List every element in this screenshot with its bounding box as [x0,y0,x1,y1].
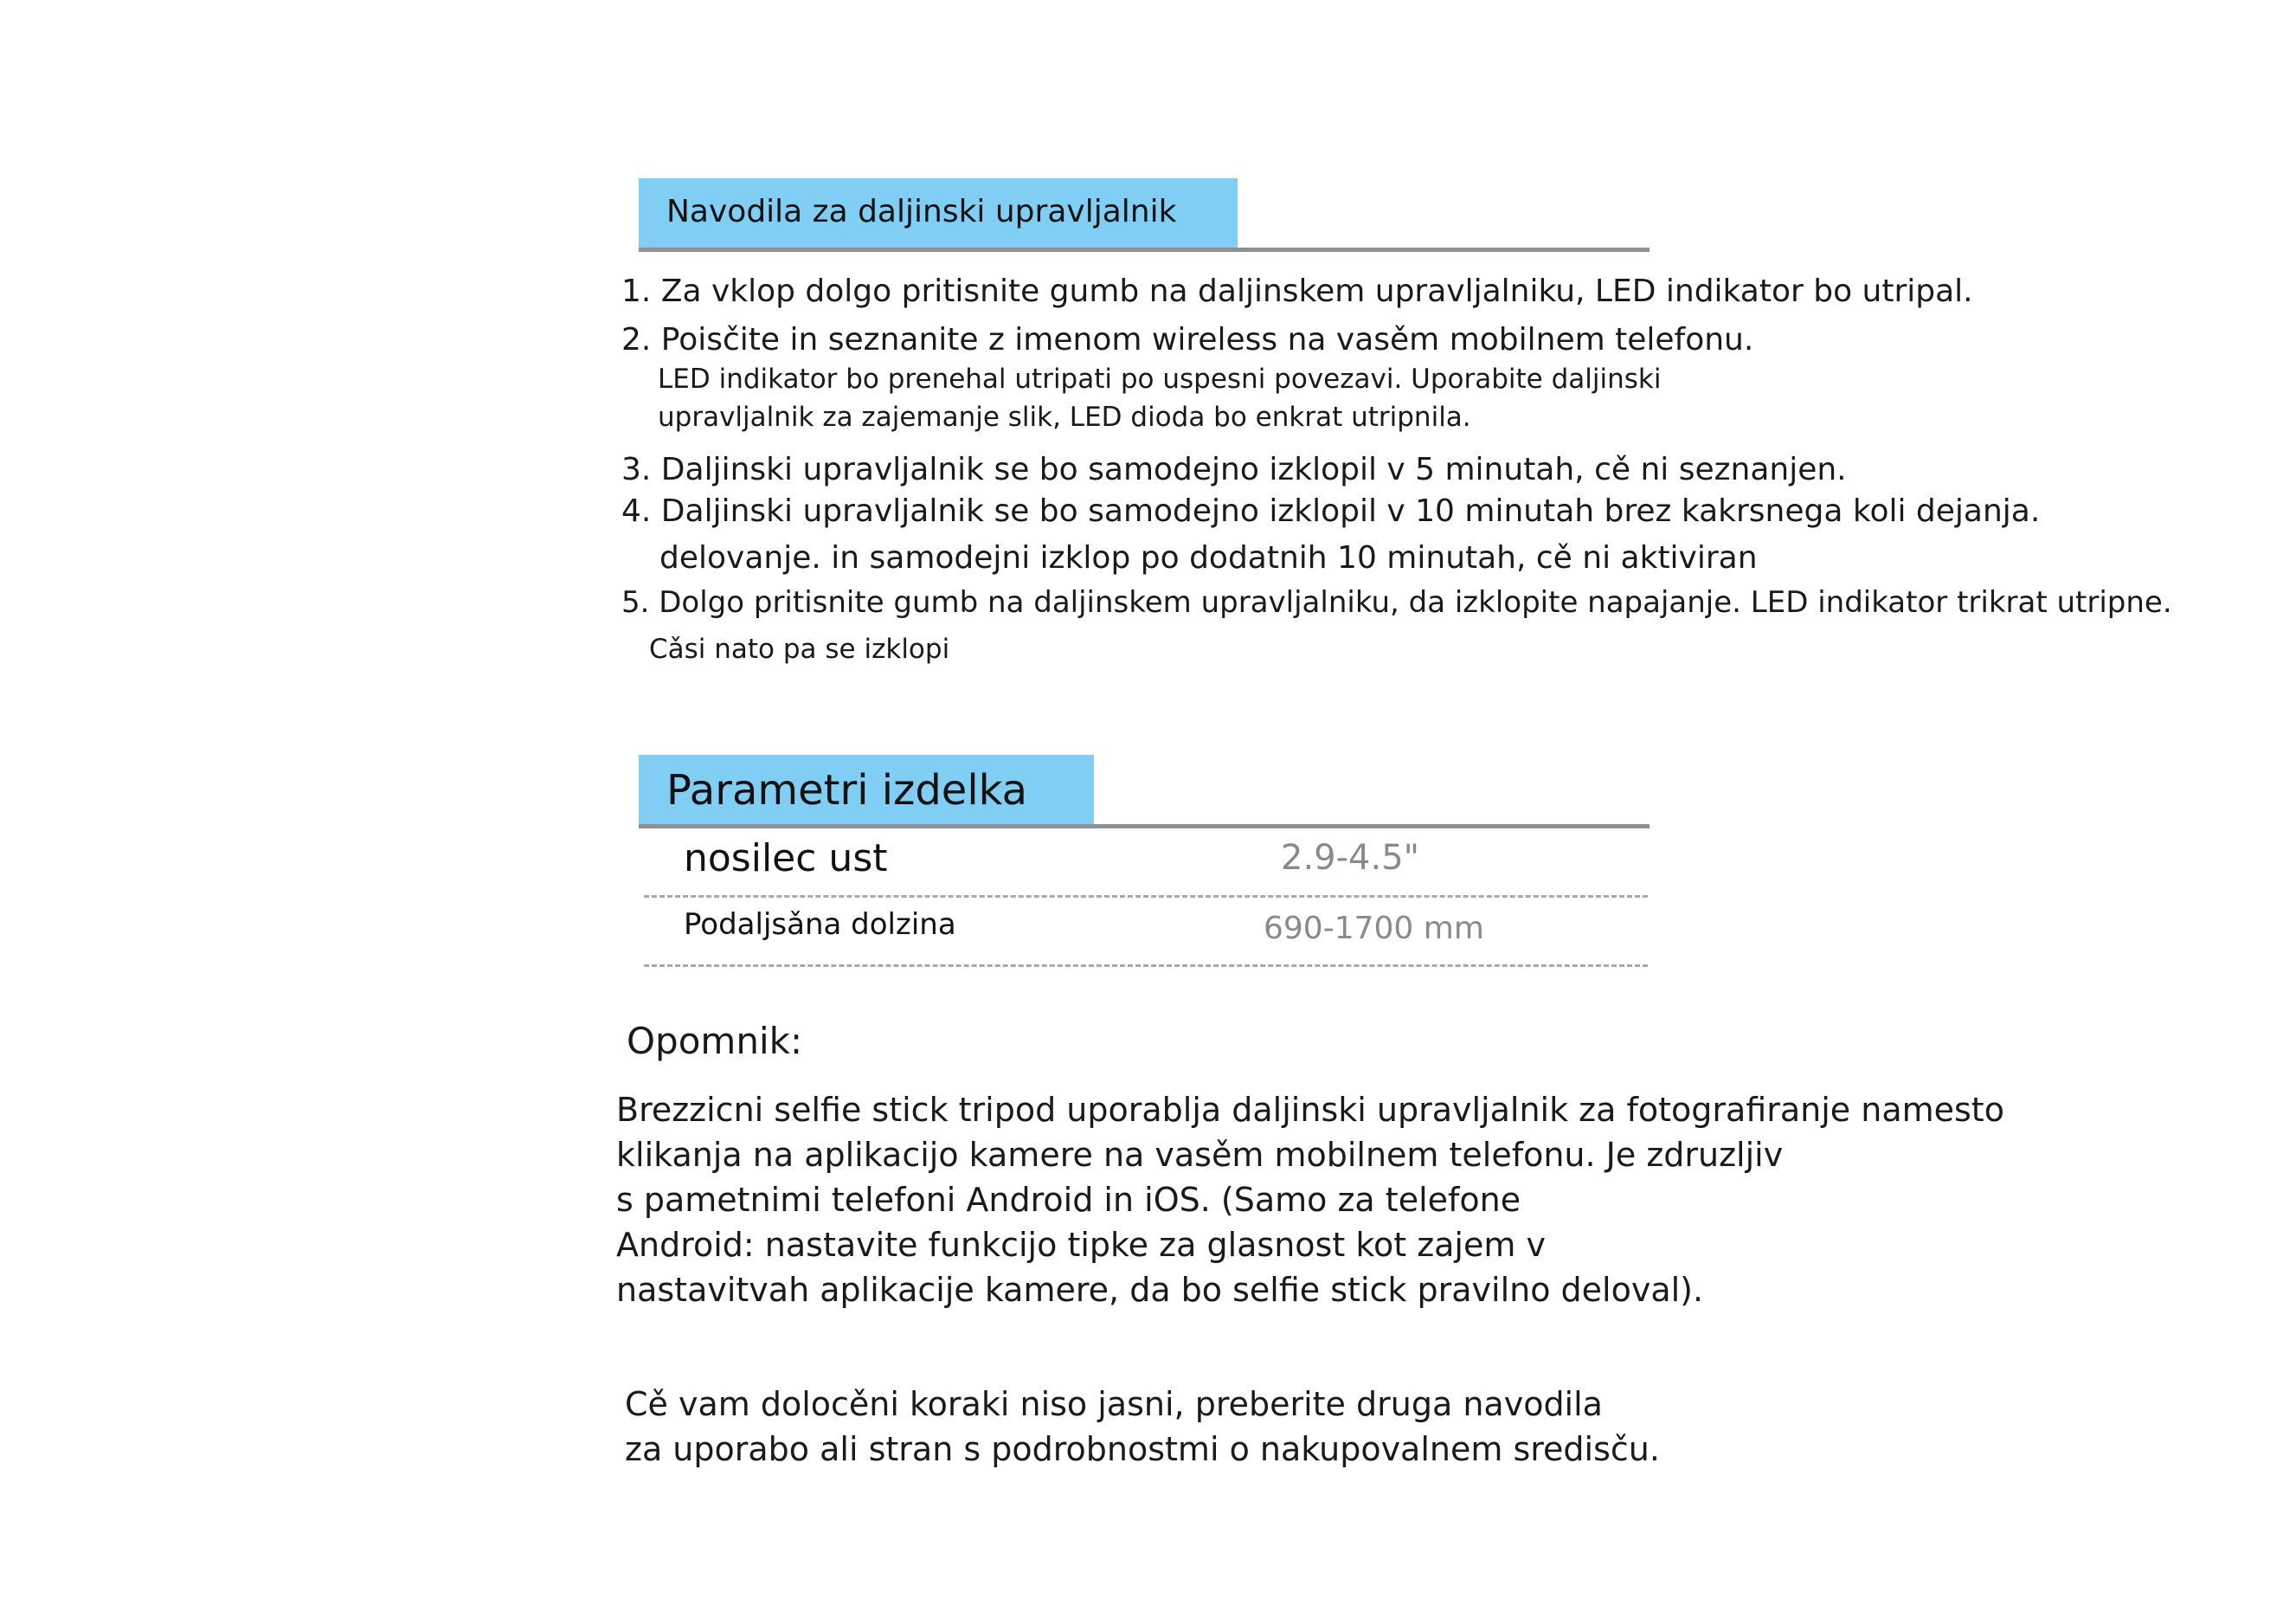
note-paragraph-line: s pametnimi telefoni Android in iOS. (Samo za telefone [616,1181,1521,1219]
param-label-extended-length: Podaljsǎna dolzina [684,907,956,942]
step-3: 3. Daljinski upravljalnik se bo samodejno izklopil v 5 minutah, cě ni seznanjen. [621,452,1847,487]
param-value-mouth-holder: 2.9-4.5" [1281,838,1420,878]
note-paragraph-line: klikanja na aplikacijo kamere na vasěm mobilnem telefonu. Je zdruzljiv [616,1136,1784,1174]
step-5-continuation: Cǎsi nato pa se izklopi [649,634,950,665]
step-2-detail-line-2: upravljalnik za zajemanje slik, LED dioda bo enkrat utripnila. [658,402,1471,433]
step-1: 1. Za vklop dolgo pritisnite gumb na daljinskem upravljalniku, LED indikator bo utripal. [621,274,1973,309]
closing-line: Cě vam dolocěni koraki niso jasni, preberite druga navodila [625,1385,1603,1423]
params-header-rule [639,824,1650,828]
param-row-divider [644,964,1648,967]
remote-section-title: Navodila za daljinski upravljalnik [666,194,1177,229]
note-paragraph-line: Android: nastavite funkcijo tipke za glasnost kot zajem v [616,1226,1546,1264]
note-title: Opomnik: [627,1020,803,1062]
closing-line: za uporabo ali stran s podrobnostmi o nakupovalnem sredisču. [625,1430,1660,1468]
remote-header-rule [639,248,1650,252]
note-paragraph-line: Brezzicni selfie stick tripod uporablja daljinski upravljalnik za fotografiranje namesto [616,1091,2004,1129]
param-row-divider [644,895,1648,898]
params-section-title: Parametri izdelka [666,766,1028,815]
step-2: 2. Poisčite in seznanite z imenom wireless na vasěm mobilnem telefonu. [621,322,1754,358]
param-value-extended-length: 690-1700 mm [1264,911,1484,946]
step-2-detail-line-1: LED indikator bo prenehal utripati po uspesni povezavi. Uporabite daljinski [658,364,1662,395]
note-paragraph-line: nastavitvah aplikacije kamere, da bo selfie stick pravilno deloval). [616,1271,1704,1309]
step-4: 4. Daljinski upravljalnik se bo samodejno izklopil v 10 minutah brez kakrsnega koli dejanja. [621,493,2041,529]
step-4-continuation: delovanje. in samodejni izklop po dodatnih 10 minutah, cě ni aktiviran [659,540,1758,576]
param-label-mouth-holder: nosilec ust [684,836,888,880]
step-5: 5. Dolgo pritisnite gumb na daljinskem upravljalniku, da izklopite napajanje. LED indikator trikrat utripne. [621,585,2172,620]
